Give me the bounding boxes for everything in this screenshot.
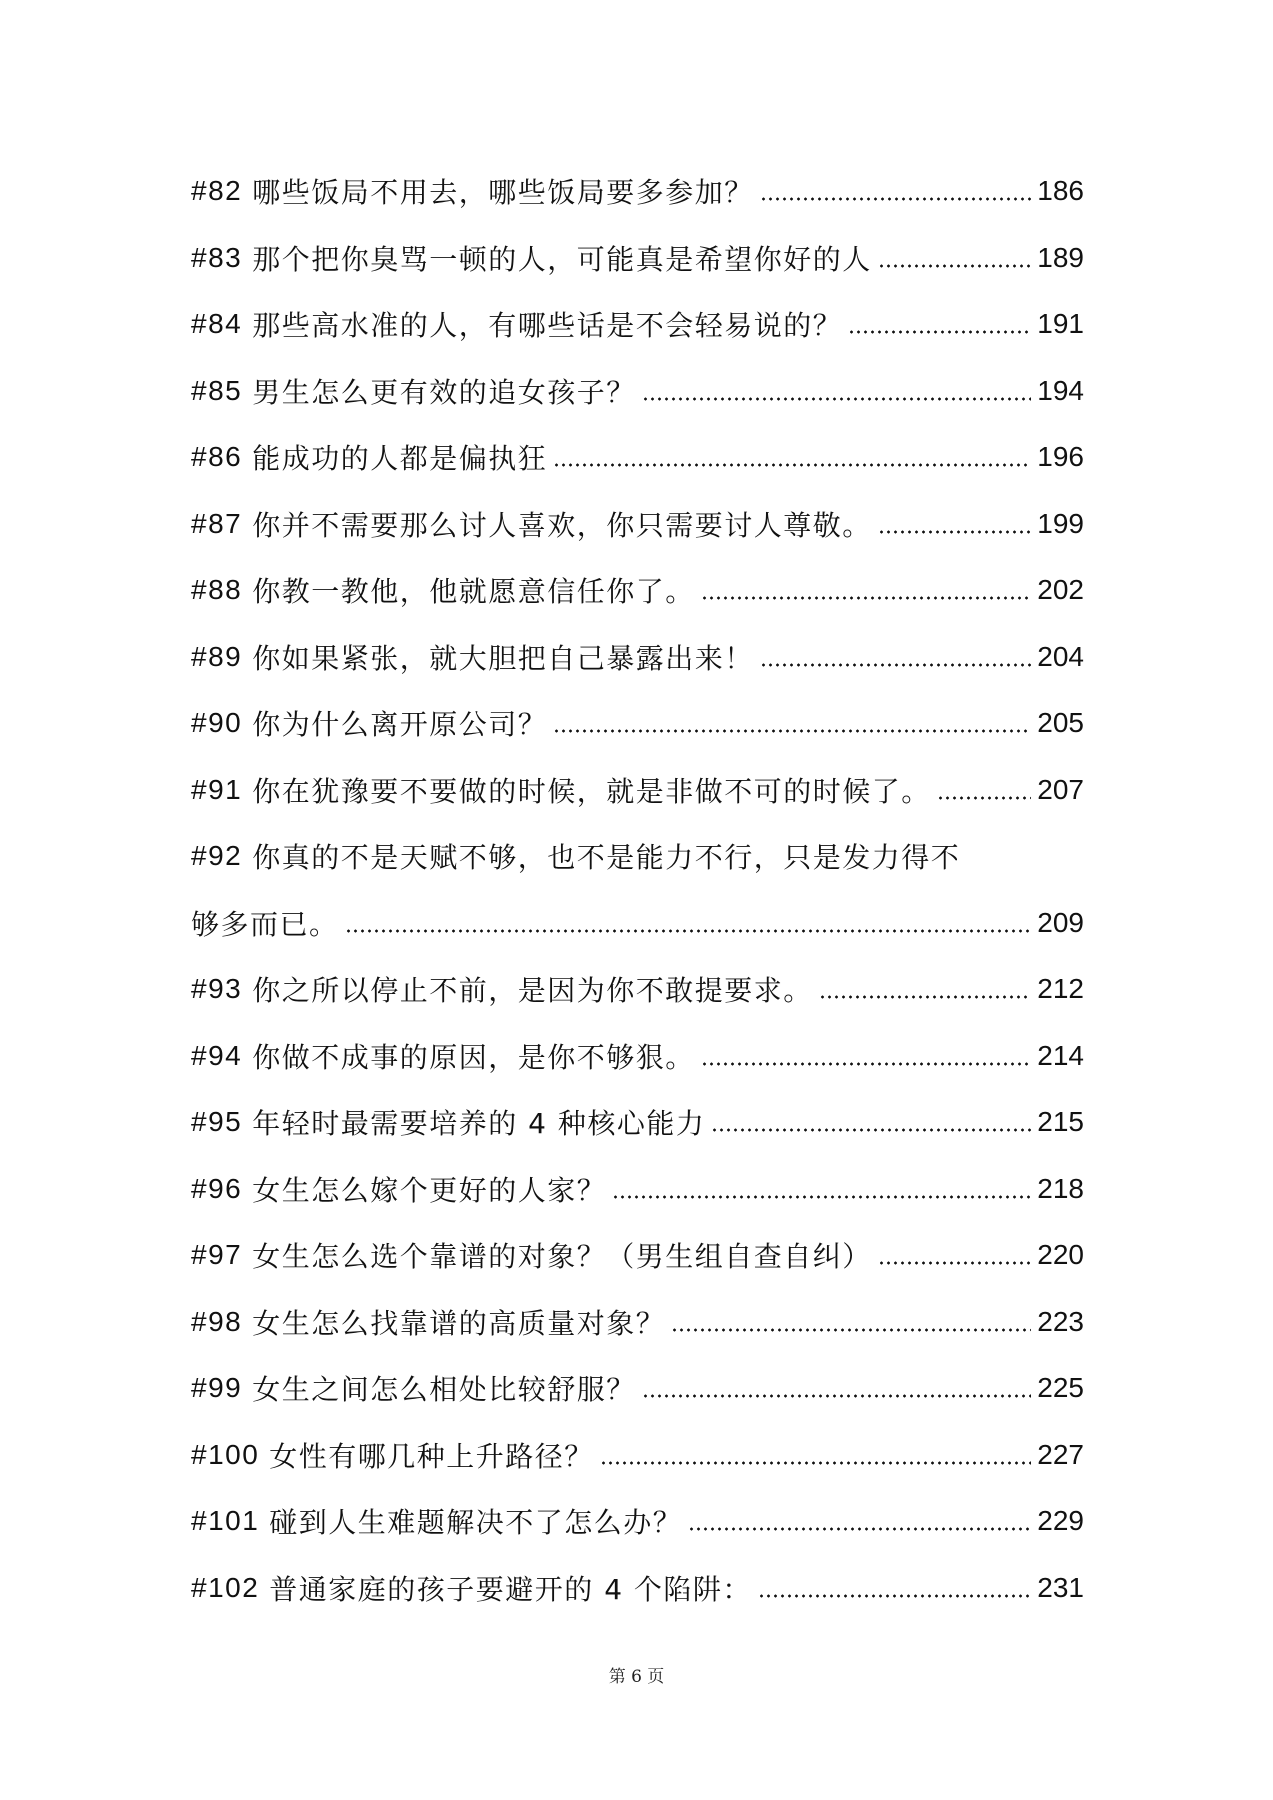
toc-entry-number: #84 (191, 308, 243, 340)
toc-entry-title: 碰到人生难题解决不了怎么办？ (269, 1506, 683, 1540)
toc-entry[interactable] (191, 225, 1084, 292)
toc-entry-number: #101 (191, 1505, 260, 1537)
toc-entry-title: 女性有哪几种上升路径？ (269, 1439, 594, 1473)
toc-entry-number: #89 (191, 640, 243, 672)
toc-entry-title: 哪些饭局不用去，哪些饭局要多参加？ (252, 176, 754, 210)
toc-entry[interactable] (191, 1156, 1084, 1223)
dot-leader (612, 1179, 1031, 1199)
dot-leader (711, 1112, 1031, 1132)
toc-entry-title: 男生怎么更有效的追女孩子？ (252, 375, 636, 409)
toc-entry[interactable] (191, 1355, 1084, 1422)
dot-leader (878, 1245, 1032, 1265)
toc-entry-number: #90 (191, 707, 243, 739)
toc-entry-title: 能成功的人都是偏执狂 (252, 442, 548, 476)
toc-entry-page: 227 (1037, 1438, 1084, 1470)
toc-entry[interactable] (191, 358, 1084, 425)
toc-entry-page: 191 (1037, 308, 1084, 340)
toc-entry-title: 你做不成事的原因，是你不够狠。 (252, 1040, 695, 1074)
toc-entry-number: #92 (191, 840, 243, 872)
toc-entry-number: #99 (191, 1372, 243, 1404)
toc-entry-page: 204 (1037, 640, 1084, 672)
toc-entry-number: #96 (191, 1172, 243, 1204)
toc-entry-title: 你在犹豫要不要做的时候，就是非做不可的时候了。 (252, 774, 931, 808)
dot-leader (758, 1578, 1031, 1598)
toc-entry-page: 189 (1037, 241, 1084, 273)
dot-leader (345, 913, 1032, 933)
toc-entry-page: 223 (1037, 1305, 1084, 1337)
toc-entry[interactable] (191, 690, 1084, 757)
toc-entry-title: 女生怎么找靠谱的高质量对象？ (252, 1306, 666, 1340)
toc-entry-page: 229 (1037, 1505, 1084, 1537)
toc-entry-number: #83 (191, 241, 243, 273)
toc-entry[interactable] (191, 956, 1084, 1023)
toc-entry[interactable] (191, 1089, 1084, 1156)
toc-entry-page: 205 (1037, 707, 1084, 739)
toc-entry-title: 普通家庭的孩子要避开的 4 个陷阱： (269, 1572, 752, 1606)
toc-entry-number: #100 (191, 1438, 260, 1470)
dot-leader (760, 181, 1032, 201)
toc-entry-title-continued: 够多而已。 (191, 907, 339, 941)
toc-entry-number: #93 (191, 973, 243, 1005)
toc-entry[interactable] (191, 1023, 1084, 1090)
toc-entry-number: #82 (191, 175, 243, 207)
toc-entry-page: 209 (1037, 906, 1084, 938)
toc-entry[interactable] (191, 1555, 1084, 1622)
dot-leader (937, 780, 1032, 800)
toc-entry[interactable] (191, 823, 1084, 890)
toc-entry-number: #85 (191, 374, 243, 406)
toc-entry[interactable] (191, 1422, 1084, 1489)
toc-entry[interactable] (191, 1488, 1084, 1555)
toc-entry[interactable] (191, 158, 1084, 225)
toc-entry-title: 你并不需要那么讨人喜欢，你只需要讨人尊敬。 (252, 508, 872, 542)
toc-entry-page: 231 (1037, 1571, 1084, 1603)
toc-entry-number: #95 (191, 1106, 243, 1138)
dot-leader (642, 1378, 1032, 1398)
toc-entry-number: #86 (191, 441, 243, 473)
dot-leader (553, 713, 1031, 733)
toc-entry-page: 202 (1037, 574, 1084, 606)
toc-entry-number: #88 (191, 574, 243, 606)
toc-entry-page: 207 (1037, 773, 1084, 805)
toc-entry-page: 225 (1037, 1372, 1084, 1404)
dot-leader (878, 514, 1032, 534)
toc-entry-number: #98 (191, 1305, 243, 1337)
toc-entry[interactable] (191, 424, 1084, 491)
toc-entry[interactable] (191, 1222, 1084, 1289)
toc-entry-title: 你之所以停止不前，是因为你不敢提要求。 (252, 974, 813, 1008)
toc-entry-number: #94 (191, 1039, 243, 1071)
toc-entry-title: 女生怎么嫁个更好的人家？ (252, 1173, 607, 1207)
toc-entry-page: 214 (1037, 1039, 1084, 1071)
dot-leader (600, 1445, 1031, 1465)
toc-entry[interactable] (191, 291, 1084, 358)
toc-entry-page: 196 (1037, 441, 1084, 473)
toc-entry-page: 215 (1037, 1106, 1084, 1138)
toc-entry-page: 186 (1037, 175, 1084, 207)
toc-entry[interactable] (191, 624, 1084, 691)
toc-entry-continuation[interactable] (191, 890, 1084, 957)
toc-entry-title: 那个把你臭骂一顿的人，可能真是希望你好的人 (252, 242, 872, 276)
toc-entry-page: 194 (1037, 374, 1084, 406)
page-footer: 第 6 页 (608, 1667, 665, 1687)
toc-entry-number: #87 (191, 507, 243, 539)
toc-entry-title: 年轻时最需要培养的 4 种核心能力 (252, 1107, 706, 1141)
toc-entry[interactable] (191, 757, 1084, 824)
toc-entry-number: #97 (191, 1239, 243, 1271)
dot-leader (848, 314, 1031, 334)
toc-entry-page: 199 (1037, 507, 1084, 539)
toc-entry-page: 218 (1037, 1172, 1084, 1204)
toc-entry-title: 你如果紧张，就大胆把自己暴露出来！ (252, 641, 754, 675)
toc-entry-title: 你教一教他，他就愿意信任你了。 (252, 575, 695, 609)
dot-leader (671, 1312, 1031, 1332)
dot-leader (701, 1046, 1032, 1066)
dot-leader (642, 381, 1032, 401)
toc-entry[interactable] (191, 491, 1084, 558)
toc-entry-number: #102 (191, 1571, 260, 1603)
toc-entry-title: 女生怎么选个靠谱的对象？（男生组自查自纠） (252, 1240, 872, 1274)
toc-entry-page: 212 (1037, 973, 1084, 1005)
dot-leader (553, 447, 1031, 467)
toc-entry-title: 那些高水准的人，有哪些话是不会轻易说的？ (252, 309, 843, 343)
toc-entry-page: 220 (1037, 1239, 1084, 1271)
dot-leader (688, 1511, 1031, 1531)
toc-entry[interactable] (191, 557, 1084, 624)
toc-entry-title: 你真的不是天赋不够，也不是能力不行，只是发力得不 (252, 841, 961, 875)
toc-entry-title: 你为什么离开原公司？ (252, 708, 548, 742)
dot-leader (878, 248, 1032, 268)
dot-leader (701, 580, 1032, 600)
dot-leader (760, 647, 1032, 667)
toc-entry-number: #91 (191, 773, 243, 805)
toc-entry[interactable] (191, 1289, 1084, 1356)
toc-entry-title: 女生之间怎么相处比较舒服？ (252, 1373, 636, 1407)
table-of-contents (191, 158, 1084, 1621)
dot-leader (819, 979, 1032, 999)
